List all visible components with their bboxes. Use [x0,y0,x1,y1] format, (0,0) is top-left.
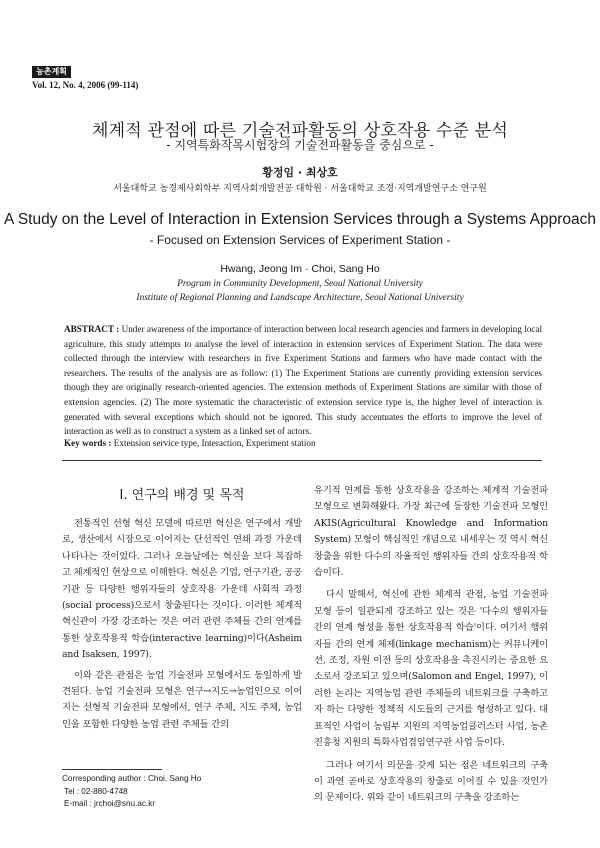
corresponding-author: Corresponding author : Choi, Sang Ho [62,774,202,783]
english-title: A Study on the Level of Interaction in Extension Services through a Systems Approach [4,211,596,228]
english-affiliation-2: Institute of Regional Planning and Landscape Architecture, Seoul National University [136,293,464,303]
korean-title: 체계적 관점에 따른 기술전파활동의 상호작용 수준 분석 [92,121,508,141]
keywords [64,438,542,448]
section-divider [62,460,542,461]
body-paragraph: 다시 말해서, 혁신에 관한 체계적 관점, 농업 기술전파 모형 등이 일관되게 강조하고 있는 것은 '다수의 행위자들 간의 연계 형성을 통한 상호작용적 학습'이다. 여기서 행위자들 간의 연계 체제(linkage mechanism)는 커뮤니케이션, 조정, 자원 이전 등의 상호작용을 촉진시키는 중요한 요소로서 강조되고 있으며(Salomon and Engel, 1997), 이러한 논리는 지역농업 관련 주체들의 네트워크를 구축하고자 하는 다양한 정책적 시도들의 근거를 형성하고 있다. 대표적인 사업이 농림부 지원의 지역농업클러스터 사업, 농촌진흥청 지원의 특화사업겸임연구관 사업 등이다. [314,589,548,749]
footnote [62,773,201,811]
body-paragraph: 이와 같은 관점은 농업 기술전파 모형에서도 동일하게 발견된다. 농업 기술전파 모형은 연구→지도→농업인으로 이어지는 선형적 기술전파 모형에서, 연구 주체, 지도 주체, 농업인을 포함한 다양한 농업 관련 주체들 간의 [62,669,302,730]
keywords-label: Key words : [64,438,112,448]
author-email: E-mail : jrchoi@snu.ac.kr [64,799,156,809]
abstract-label: ABSTRACT : [64,324,120,334]
korean-affiliation: 서울대학교 농경제사회학부 지역사회개발전공 대학원 · 서울대학교 조경·지역개발연구소 연구원 [113,184,487,194]
body-paragraph: 그러나 여기서 의문을 갖게 되는 점은 네트워크의 구축이 과연 곧바로 상호작용의 창출로 이어질 수 있을 것인가의 문제이다. 위와 같이 네트워크의 구축을 강조하는 [314,759,548,804]
volume-line: Vol. 12, No. 4, 2006 (99-114) [32,80,139,90]
english-subtitle: - Focused on Extension Services of Experiment Station - [149,233,451,247]
korean-authors: 황정임 · 최상호 [262,166,338,179]
body-right-column [314,483,548,807]
footnote-rule [62,769,162,770]
body-paragraph: 전통적인 선형 혁신 모델에 따르면 혁신은 연구에서 개발로, 생산에서 시장으로 이어지는 단선적인 연쇄 과정 가운데 나타나는 것이었다. 그러나 오늘날에는 혁신을 보다 복잡하고 체계적인 현상으로 이해한다. 혁신은 기업, 연구기관, 공공기관 등 다양한 행위자들의 상호작용 가운데 사회적 과정(social process)으로서 창출된다는 것이다. 이러한 체계적 혁신관이 가장 강조하는 것은 여러 관련 주체들 간의 연계를 통한 상호작용적 학습(interactive learning)이다(Asheim and Isaksen, 1997). [62,518,302,661]
body-left-column [62,516,302,733]
keywords-text: Extension service type, Interaction, Experiment station [113,438,316,448]
section-heading: Ⅰ. 연구의 배경 및 목적 [119,488,245,503]
korean-subtitle: - 지역특화작목시험장의 기술전파활동을 중심으로 - [166,138,434,152]
author-phone: Tel : 02-880-4748 [64,786,128,796]
journal-badge: 농촌계획 [32,66,71,78]
abstract-text: Under awareness of the importance of interaction between local research agencies and farmers in developing local agriculture, this study attempts to analyse the level of interaction in extension services of Experiment Station. The data were collected through the interview with researchers in five Experiment Stations and farmers who have made contact with the researchers. The results of the analysis are as follow: (1) The Experiment Stations are currently providing extension services though they are originally research-oriented agencies. The extension methods of Experiment Stations are similar with those of extension agencies. (2) The more systematic the characteristic of extension service type is, the higher level of interaction is generated with several exceptions which should not be ignored. This study accentuates the efforts to improve the level of interaction as well as to construct a system as a linked set of actors. [64,324,543,437]
english-affiliation-1: Program in Community Development, Seoul National University [177,279,423,289]
english-authors: Hwang, Jeong Im · Choi, Sang Ho [220,263,380,275]
abstract [64,322,542,439]
body-paragraph: 유기적 연계를 통한 상호작용을 강조하는 체계적 기술전파 모형으로 변화해왔다. 가장 최근에 등장한 기술전파 모형인 AKIS(Agricultural Knowledge and Information System) 모형이 핵심적인 개념으로 내세우는 것 역시 혁신 창출을 위한 다수의 자율적인 행위자들 간의 상호작용적 학습이다. [314,485,548,579]
